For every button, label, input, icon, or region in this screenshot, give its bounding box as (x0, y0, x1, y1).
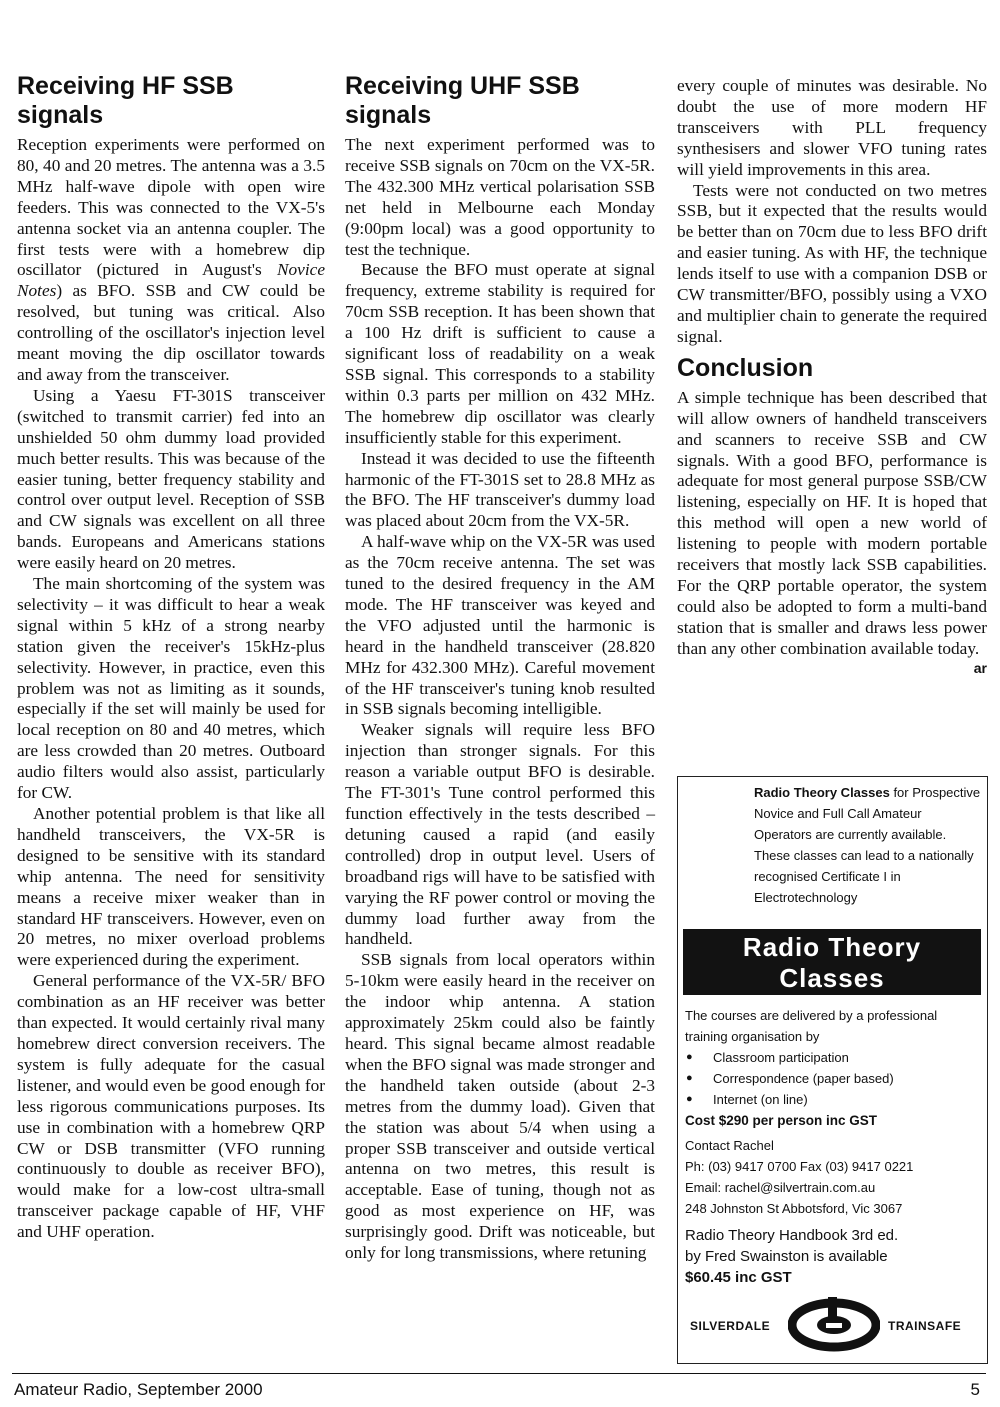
ad-contact (685, 1135, 983, 1219)
paragraph: General performance of the VX-5R/ BFO combination as an HF receiver was better than expected. It would certainly rival many homebrew direct conversion receivers. The system is fully adequate for the casual listener, and would even be good enough for less rigorous communications purposes. Its use in combination with a homebrew QRP CW or DSB transmitter (VFO running continuously to double as receiver BFO), would make for a low-cost ultra-small transceiver package capable of HF, VHF and UHF operation. (17, 971, 325, 1242)
paragraph: A half-wave whip on the VX-5R was used as the 70cm receive antenna. The set was tuned to the desired frequency in the AM mode. The HF transceiver was keyed and the VFO adjusted until the harmonic is heard in the handheld transceiver (28.820 MHz for 432.300 MHz). Careful movement of the HF transceiver's tuning knob resulted in SSB signals becoming intelligible. (345, 532, 655, 719)
silverdale-trainsafe-emblem-icon (788, 1295, 880, 1353)
paragraph-text: Reception experiments were performed on 80, 40 and 20 metres. The antenna was a 3.5 MHz half-wave dipole with open wire feeders. This was connected to the VX-5's antenna socket via an antenna coupler. The first tests were with a homebrew dip oscillator (pictured in August's (17, 135, 325, 280)
paragraph: Using a Yaesu FT-301S transceiver (switched to transmit carrier) fed into an unshielded 50 ohm dummy load provided much better results. This was because of the easier tuning, better frequency stability and control over output level. Reception of SSB and CW signals was excellent on all three bands. Europeans and Americans stations were easily heard on 20 metres. (17, 385, 325, 573)
ad-contact-name: Contact Rachel (685, 1138, 774, 1153)
end-of-article-mark: ar (973, 659, 987, 676)
publication-info: Amateur Radio, September 2000 (14, 1380, 263, 1399)
ad-intro-bold: Radio Theory Classes (754, 785, 890, 800)
paragraph: Because the BFO must operate at signal frequency, extreme stability is required for 70cm SSB reception. It has been shown that a 100 Hz drift is sufficient to cause a significant loss of readability on a weak SSB signal. This corresponds to a stability within 0.3 parts per million on 432 MHz. The homebrew dip oscillator was clearly insufficiently stable for this experiment. (345, 260, 655, 447)
ad-banner (683, 929, 981, 995)
paragraph: Weaker signals will require less BFO injection than stronger signals. For this reason a variable output BFO is desirable. The FT-301's Tune control performed this function effectively in the tests described – detuning caused a rapid (and easily controlled) drop in output level. Users of broadband rigs will have to be satisfied with varying the RF power control or moving the dummy load further away from the handheld. (345, 720, 655, 949)
ad-handbook (685, 1225, 983, 1288)
paragraph: Instead it was decided to use the fifteenth harmonic of the FT-301S set to 28.8 MHz as the BFO. The HF transceiver's dummy load was placed about 20cm from the VX-5R. (345, 448, 655, 531)
ad-address: 248 Johnston St Abbotsford, Vic 3067 (685, 1201, 903, 1216)
page-number: 5 (970, 1380, 980, 1399)
list-item: ● Classroom participation (685, 1047, 983, 1068)
paragraph: Tests were not conducted on two metres SSB, but it expected that the results would be better than on 70cm due to less BFO drift and easier tuning. As with HF, the technique lends itself to use with a companion DSB or CW transmitter/BFO, possibly using a VXO and multiplier chain to generate the required signal. (677, 180, 987, 346)
paragraph: A simple technique has been described that will allow owners of handheld transceivers and scanners to receive SSB and CW signals. With a good BFO, performance is adequate for most general purpose SSB/CW listening, especially on HF. It is hoped that this method will open a new world of listening to people with modern portable receivers that mostly lack SSB capabilities. For the QRP portable operator, the system could also be adopted to form a multi-band station that is smaller and draws less power than any other combination available today. (677, 387, 987, 658)
ad-body (685, 1005, 983, 1288)
ad-delivery-text: The courses are delivered by a professional training organisation by (685, 1008, 938, 1044)
paragraph-text: ) as BFO. SSB and CW could be resolved, but tuning was critical. Also controlling of the oscillator's injection level meant moving the dip oscillator towards and away from the transceiver. (17, 281, 325, 384)
paragraph: Another potential problem is that like all handheld transceivers, the VX-5R is designed to be sensitive with its standard whip antenna. The need for sensitivity means a receive mixer weaker than in standard HF transceivers. However, even on 20 metres, no mixer overload problems were experienced during the experiment. (17, 804, 325, 970)
article-column-1 (17, 72, 325, 1243)
heading-receiving-hf-ssb: Receiving HF SSB signals (17, 72, 234, 129)
paragraph: The next experiment performed was to receive SSB signals on 70cm on the VX-5R. The 432.300 MHz vertical polarisation SSB net held in Melbourne each Monday (9:00pm local) was a good opportunity to test the technique. (345, 135, 655, 259)
ad-intro-text (754, 782, 982, 845)
ad-intro (754, 782, 982, 908)
list-item: ● Correspondence (paper based) (685, 1068, 983, 1089)
silverdale-logo-text: SILVERDALE (690, 1319, 771, 1333)
paragraph: SSB signals from local operators within 5-10km were easily heard in the receiver on the indoor whip antenna. A station approximately 25km could also be faintly heard. This signal became almost readable when the BFO signal was made stronger and the handheld taken outside (about 2-3 metres from the dummy load). Given that the station was about 5/4 when using a proper SSB transceiver and outside vertical antenna on two metres, this result is acceptable. Ease of tuning, though not as good as most experience on HF, was surprisingly good. Drift was noticeable, but only for long transmissions, where retuning (345, 950, 655, 1263)
ad-handbook-line: by Fred Swainston is available (685, 1248, 888, 1265)
paragraph: every couple of minutes was desirable. No doubt the use of more modern HF transceivers with PLL frequency synthesisers and slower VFO tuning rates will yield improvements in this area. (677, 76, 987, 179)
ad-handbook-line: Radio Theory Handbook 3rd ed. (685, 1227, 899, 1244)
ad-phone: Ph: (03) 9417 0700 Fax (03) 9417 0221 (685, 1159, 914, 1174)
paragraph: The main shortcoming of the system was selectivity – it was difficult to hear a weak signal within 5 kHz of a strong nearby station given the receiver's 15kHz-plus selectivity. However, in practice, even this problem was not as limiting as it sounds, especially if the set will mainly be used for local reception on 80 and 40 metres, which are less crowded than 20 metres. Outboard audio filters would also assist, particularly for CW. (17, 574, 325, 803)
ad-banner-line-2: Classes (779, 963, 885, 993)
heading-receiving-uhf-ssb: Receiving UHF SSB signals (345, 72, 580, 129)
ad-intro-rest: for Prospective Novice and Full Call Amateur Operators are currently available. (754, 785, 981, 842)
heading-conclusion: Conclusion (677, 353, 814, 382)
trainsafe-logo-text: TRAINSAFE (888, 1319, 962, 1333)
paragraph (17, 135, 325, 386)
ad-email: Email: rachel@silvertrain.com.au (685, 1180, 876, 1195)
ad-intro-certificate: These classes can lead to a nationally recognised Certificate I in Electrotechnology (754, 848, 974, 905)
list-item: ● Internet (on line) (685, 1089, 983, 1110)
ad-cost: Cost $290 per person inc GST (685, 1113, 878, 1128)
emphasis-text: Novice Notes (17, 260, 325, 301)
radio-theory-classes-advertisement (677, 776, 988, 1364)
page-footer (12, 1373, 986, 1399)
ad-logos (678, 1293, 987, 1353)
article-column-2 (345, 72, 655, 1264)
ad-banner-line-1: Radio Theory (742, 932, 922, 962)
ad-delivery-list (685, 1047, 983, 1110)
ad-handbook-price: $60.45 inc GST (685, 1269, 792, 1286)
article-column-3 (677, 76, 987, 676)
